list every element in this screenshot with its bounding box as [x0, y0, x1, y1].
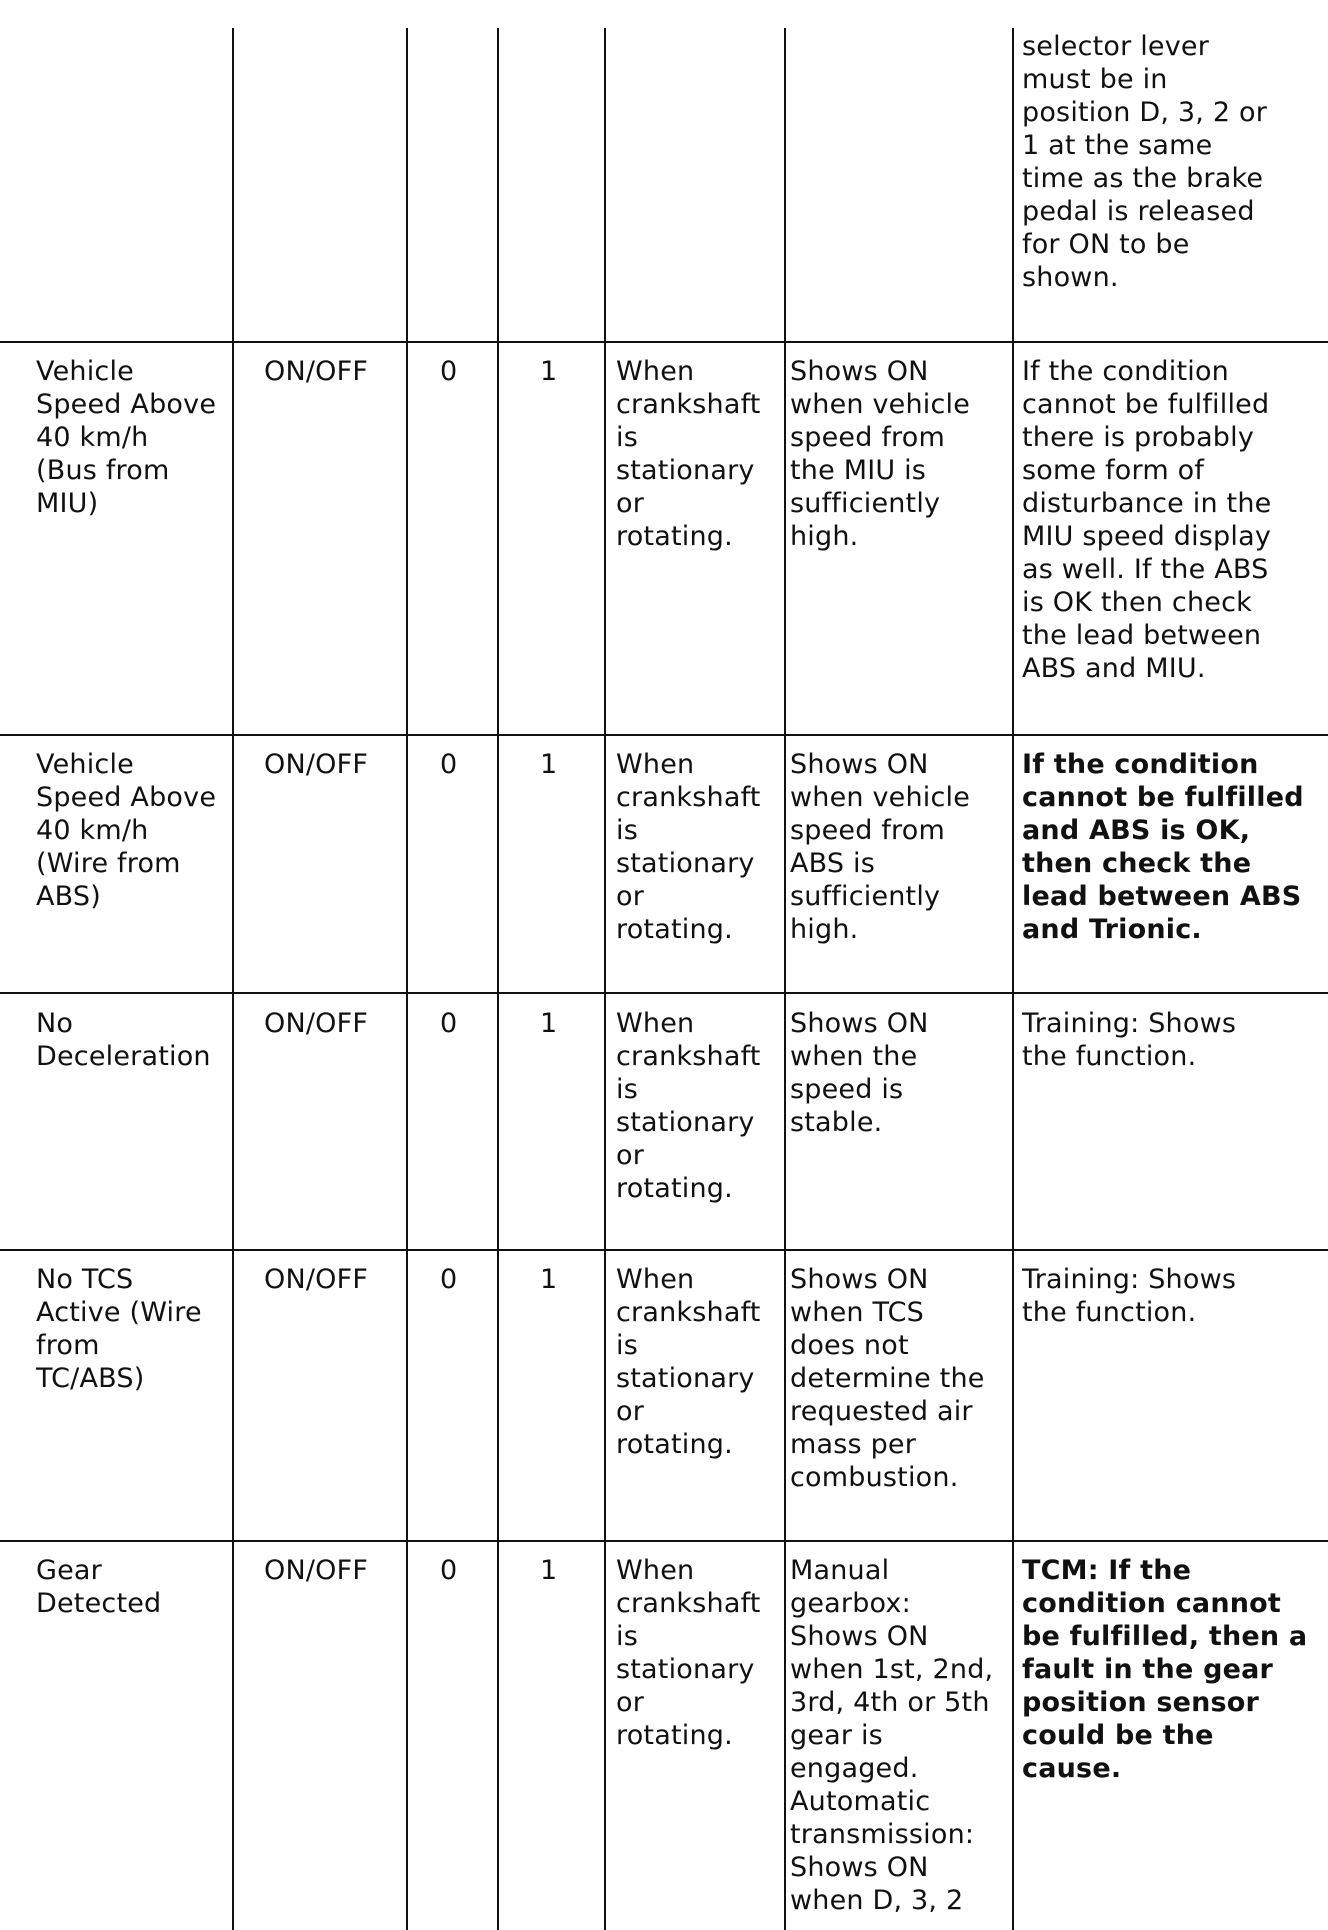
table-cell-description: Shows ON when vehicle speed from the MIU is sufficiently high.: [790, 356, 971, 552]
table-cell-min: 0: [440, 1264, 458, 1295]
table-cell-unit: ON/OFF: [264, 1555, 369, 1586]
column-rule: [497, 28, 499, 1930]
table-cell-min: 0: [440, 749, 458, 780]
table-cell-parameter-name: Gear Detected: [36, 1555, 162, 1619]
table-cell-note: If the condition cannot be fulfilled there is probably some form of disturbance in the MIU speed display as well. If the ABS is OK then check the lead between ABS and MIU.: [1022, 356, 1272, 684]
table-cell-condition: When crankshaft is stationary or rotating.: [616, 356, 761, 552]
table-cell-condition: When crankshaft is stationary or rotating.: [616, 1008, 761, 1204]
row-rule: [0, 341, 1328, 343]
table-cell-parameter-name: Vehicle Speed Above 40 km/h (Bus from MIU): [36, 356, 217, 519]
row-rule: [0, 992, 1328, 994]
row-rule: [0, 1540, 1328, 1542]
table-cell-note: Training: Shows the function.: [1022, 1264, 1237, 1328]
table-cell-description: Shows ON when vehicle speed from ABS is sufficiently high.: [790, 749, 971, 945]
table-cell-description: Shows ON when TCS does not determine the requested air mass per combustion.: [790, 1264, 985, 1493]
table-cell-condition: When crankshaft is stationary or rotating.: [616, 749, 761, 945]
column-rule: [232, 28, 234, 1930]
table-cell-unit: ON/OFF: [264, 1264, 369, 1295]
table-cell-description: Shows ON when the speed is stable.: [790, 1008, 929, 1138]
table-cell-note: If the condition cannot be fulfilled and ABS is OK, then check the lead between ABS and Trionic.: [1022, 749, 1304, 945]
row-rule: [0, 734, 1328, 736]
table-cell-parameter-name: Vehicle Speed Above 40 km/h (Wire from ABS): [36, 749, 217, 912]
table-cell-condition: When crankshaft is stationary or rotating.: [616, 1555, 761, 1751]
table-cell-note: Training: Shows the function.: [1022, 1008, 1237, 1072]
table-cell-note: selector lever must be in position D, 3, 2 or 1 at the same time as the brake pedal is released for ON to be shown.: [1022, 31, 1268, 293]
column-rule: [406, 28, 408, 1930]
table-cell-description: Manual gearbox: Shows ON when 1st, 2nd, 3rd, 4th or 5th gear is engaged. Automatic transmission: Shows ON when D, 3, 2: [790, 1555, 994, 1916]
column-rule: [784, 28, 786, 1930]
table-cell-min: 0: [440, 356, 458, 387]
table-cell-min: 0: [440, 1008, 458, 1039]
table-cell-unit: ON/OFF: [264, 749, 369, 780]
table-cell-condition: When crankshaft is stationary or rotating.: [616, 1264, 761, 1460]
table-cell-parameter-name: No Deceleration: [36, 1008, 211, 1072]
table-cell-note: TCM: If the condition cannot be fulfilled, then a fault in the gear position sensor could be the cause.: [1022, 1555, 1308, 1784]
table-cell-min: 0: [440, 1555, 458, 1586]
table-cell-parameter-name: No TCS Active (Wire from TC/ABS): [36, 1264, 202, 1394]
row-rule: [0, 1249, 1328, 1251]
table-cell-max: 1: [540, 356, 558, 387]
table-cell-max: 1: [540, 749, 558, 780]
table-cell-max: 1: [540, 1555, 558, 1586]
table-cell-max: 1: [540, 1008, 558, 1039]
column-rule: [604, 28, 606, 1930]
column-rule: [1012, 28, 1014, 1930]
table-cell-max: 1: [540, 1264, 558, 1295]
table-cell-unit: ON/OFF: [264, 1008, 369, 1039]
table-cell-unit: ON/OFF: [264, 356, 369, 387]
